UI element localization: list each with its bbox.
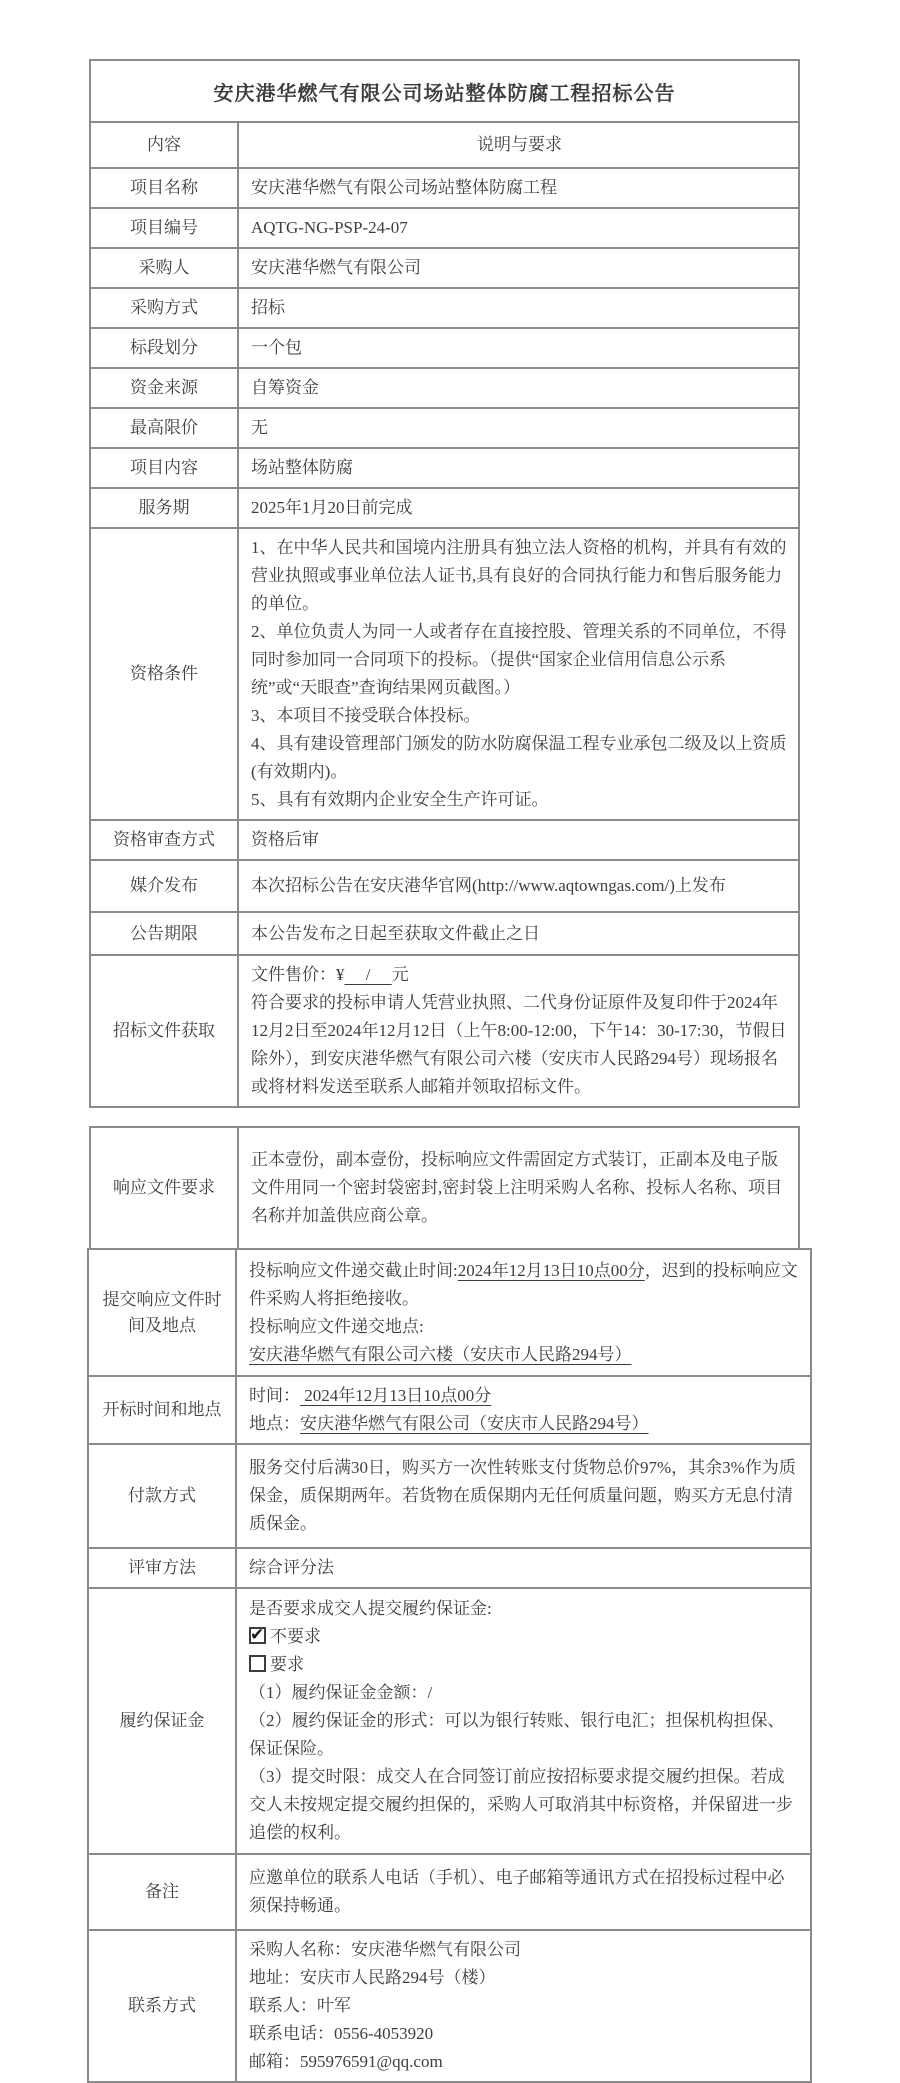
content-line (249, 1454, 800, 1538)
table-row (89, 1853, 810, 1929)
row-content (239, 289, 798, 327)
table-row (91, 287, 798, 327)
text-run: 3、本项目不接受联合体投标。 (251, 706, 481, 725)
content-line (251, 989, 788, 1101)
text-run: （1）履约保证金金额：/ (249, 1683, 433, 1702)
text-run: 安庆港华燃气有限公司场站整体防腐工程 (251, 178, 557, 197)
page-title: 安庆港华燃气有限公司场站整体防腐工程招标公告 (213, 82, 676, 105)
text-run: 招标 (251, 298, 285, 317)
row-content (237, 1445, 810, 1547)
submission-and-contact-table (87, 1248, 812, 2083)
tender-info-table (89, 59, 800, 1108)
row-label: 最高限价 (91, 409, 239, 447)
row-label: 公告期限 (91, 913, 239, 954)
content-line (249, 1313, 800, 1369)
text-run: 场站整体防腐 (251, 458, 353, 477)
text-run: 2024年12月13日10点00分 (300, 1386, 492, 1405)
text-run: 安庆港华燃气有限公司 (251, 258, 421, 277)
content-line (251, 254, 788, 282)
text-run: 说明与要求 (477, 135, 562, 154)
row-content (239, 369, 798, 407)
row-content (237, 1855, 810, 1929)
content-line (249, 1763, 800, 1847)
text-run: 要求 (270, 1655, 304, 1674)
row-label: 项目编号 (91, 209, 239, 247)
text-run: ，迟到的投标响应文件采购人将拒绝接收。 (249, 1260, 798, 1308)
row-label: 媒介发布 (91, 861, 239, 911)
text-run: 应邀单位的联系人电话（手机）、电子邮箱等通讯方式在招投标过程中必须保持畅通。 (249, 1868, 785, 1915)
text-run: （3）提交时限：成交人在合同签订前应按招标要求提交履约担保。若成交人未按规定提交履约担保的，采购人可取消其中标资格，并保留进一步追偿的权利。 (249, 1767, 793, 1842)
row-label: 开标时间和地点 (89, 1377, 237, 1443)
row-label: 资格条件 (91, 529, 239, 819)
row-content (239, 861, 798, 911)
content-line (249, 1992, 800, 2020)
text-run: 2024年12月13日10点00分 (457, 1260, 645, 1280)
row-content (237, 1549, 810, 1587)
table-row (91, 859, 798, 911)
table-row (91, 819, 798, 859)
text-run: 地点： (249, 1414, 300, 1433)
content-line (251, 334, 788, 362)
content-line (249, 1936, 800, 1964)
text-run: 投标响应文件递交截止时间: (249, 1260, 458, 1280)
content-line (251, 786, 788, 814)
row-label: 资金来源 (91, 369, 239, 407)
text-run: 安庆港华燃气有限公司（安庆市人民路294号） (300, 1414, 649, 1433)
text-run: 联系人：叶军 (249, 1996, 351, 2015)
table-row (91, 407, 798, 447)
table-row (91, 367, 798, 407)
content-line (251, 374, 788, 402)
content-line (251, 920, 788, 948)
row-label: 项目名称 (91, 169, 239, 207)
row-label: 采购人 (91, 249, 239, 287)
text-run: 4、具有建设管理部门颁发的防水防腐保温工程专业承包二级及以上资质(有效期内)。 (251, 734, 787, 781)
text-run: 本公告发布之日起至获取文件截止之日 (251, 923, 540, 943)
text-run: 无 (251, 418, 268, 437)
content-line (249, 1382, 800, 1410)
text-run: 不要求 (270, 1627, 321, 1646)
content-line (251, 961, 788, 989)
table-row (91, 121, 798, 167)
row-content (237, 1377, 810, 1443)
row-content (239, 913, 798, 954)
content-line (251, 872, 788, 900)
row-label: 项目内容 (91, 449, 239, 487)
row-content (239, 821, 798, 859)
text-run: 一个包 (251, 338, 302, 357)
row-label: 内容 (91, 123, 239, 167)
row-label: 招标文件获取 (91, 956, 239, 1106)
content-line (249, 1707, 800, 1763)
text-run: 元 (391, 965, 409, 984)
row-content (239, 329, 798, 367)
text-run: 资格后审 (251, 830, 319, 849)
text-run: 5、具有有效期内企业安全生产许可证。 (251, 790, 549, 809)
table-row (89, 1587, 810, 1853)
content-line (249, 1864, 800, 1920)
row-content (237, 1250, 810, 1375)
table-row (91, 447, 798, 487)
text-run: 服务交付后满30日，购买方一次性转账支付货物总价97%，其余3%作为质保金，质保期两年。若货物在质保期内无任何质量问题，购买方无息付清质保金。 (249, 1458, 796, 1533)
content-line (251, 174, 788, 202)
row-content (239, 489, 798, 527)
table-row (91, 487, 798, 527)
text-run: 投标响应文件递交地点: (249, 1316, 424, 1336)
content-line (251, 414, 788, 442)
content-line (251, 826, 788, 854)
text-run: 本次招标公告在安庆港华官网(http://www.aqtowngas.com/)上发布 (251, 876, 726, 895)
text-run: AQTG-NG-PSP-24-07 (251, 218, 408, 237)
table-row (91, 327, 798, 367)
content-line (249, 1595, 800, 1623)
text-run: 是否要求成交人提交履约保证金: (249, 1599, 492, 1618)
row-label: 标段划分 (91, 329, 239, 367)
text-run: 1、在中华人民共和国境内注册具有独立法人资格的机构，并具有有效的营业执照或事业单位法人证书,具有良好的合同执行能力和售后服务能力的单位。 (251, 538, 787, 613)
response-requirements-table (89, 1126, 800, 1250)
content-line (249, 1257, 800, 1313)
text-run: 综合评分法 (249, 1558, 334, 1577)
text-run: 采购人名称：安庆港华燃气有限公司 (249, 1940, 521, 1959)
text-run: 时间： (249, 1386, 300, 1405)
row-content (239, 529, 798, 819)
table-row (89, 1443, 810, 1547)
content-line (477, 131, 562, 159)
row-label: 服务期 (91, 489, 239, 527)
checkbox-empty-icon (249, 1655, 266, 1672)
table-row (91, 527, 798, 819)
row-content (239, 1128, 798, 1248)
row-label: 付款方式 (89, 1445, 237, 1547)
text-run: 正本壹份，副本壹份，投标响应文件需固定方式装订，正副本及电子版文件用同一个密封袋密封,密封袋上注明采购人名称、投标人名称、项目名称并加盖供应商公章。 (251, 1150, 783, 1225)
content-line (249, 1554, 800, 1582)
text-run: 自筹资金 (251, 378, 319, 397)
content-line (249, 1410, 800, 1438)
content-line (249, 2020, 800, 2048)
row-label: 备注 (89, 1855, 237, 1929)
text-run: 2025年1月20日前完成 (251, 498, 413, 517)
table-row (91, 207, 798, 247)
table-row (91, 1128, 798, 1248)
content-line (251, 702, 788, 730)
row-content (239, 249, 798, 287)
content-line (251, 618, 788, 702)
table-row (89, 1250, 810, 1375)
row-label: 联系方式 (89, 1931, 237, 2081)
content-line (251, 294, 788, 322)
text-run: 联系电话：0556-4053920 (249, 2024, 434, 2043)
text-run: / (344, 965, 392, 984)
row-content (239, 956, 798, 1106)
row-label: 响应文件要求 (91, 1128, 239, 1248)
table-row (89, 1929, 810, 2081)
document-body (89, 59, 800, 2083)
content-line (249, 2048, 800, 2076)
checkbox-checked-icon (249, 1627, 266, 1644)
table-row (91, 247, 798, 287)
table-row (91, 911, 798, 954)
row-label: 提交响应文件时间及地点 (89, 1250, 237, 1375)
text-run: 邮箱：595976591@qq.com (249, 2052, 443, 2071)
content-line (251, 730, 788, 786)
table-row (91, 167, 798, 207)
text-run: 地址：安庆市人民路294号（楼） (249, 1968, 496, 1987)
page-title-row (91, 61, 798, 121)
text-run: （2）履约保证金的形式：可以为银行转账、银行电汇；担保机构担保、保证保险。 (249, 1711, 785, 1758)
row-label: 评审方法 (89, 1549, 237, 1587)
table-row (89, 1547, 810, 1587)
content-line (251, 1146, 788, 1230)
row-content (239, 449, 798, 487)
row-content (237, 1589, 810, 1853)
row-content (239, 123, 798, 167)
content-line (249, 1679, 800, 1707)
row-content (237, 1931, 810, 2081)
content-line (251, 534, 788, 618)
row-label: 资格审查方式 (91, 821, 239, 859)
content-line (251, 214, 788, 242)
text-run: 符合要求的投标申请人凭营业执照、二代身份证原件及复印件于2024年12月2日至2024年12月12日（上午8:00-12:00，下午14：30-17:30，节假日除外），到安庆港华燃气有限公司六楼（安庆市人民路294号）现场报名或将材料发送至联系人邮箱并领取招标文件。 (251, 993, 787, 1096)
table-row (89, 1375, 810, 1443)
content-line (249, 1651, 800, 1679)
table-row (91, 954, 798, 1106)
content-line (251, 454, 788, 482)
text-run: 文件售价：¥ (251, 965, 345, 984)
text-run: 安庆港华燃气有限公司六楼（安庆市人民路294号） (249, 1344, 632, 1364)
content-line (249, 1964, 800, 1992)
content-line (249, 1623, 800, 1651)
row-label: 履约保证金 (89, 1589, 237, 1853)
row-content (239, 169, 798, 207)
row-label: 采购方式 (91, 289, 239, 327)
content-line (251, 494, 788, 522)
text-run: 2、单位负责人为同一人或者存在直接控股、管理关系的不同单位，不得同时参加同一合同项下的投标。（提供“国家企业信用信息公示系统”或“天眼查”查询结果网页截图。） (251, 622, 787, 697)
row-content (239, 209, 798, 247)
row-content (239, 409, 798, 447)
